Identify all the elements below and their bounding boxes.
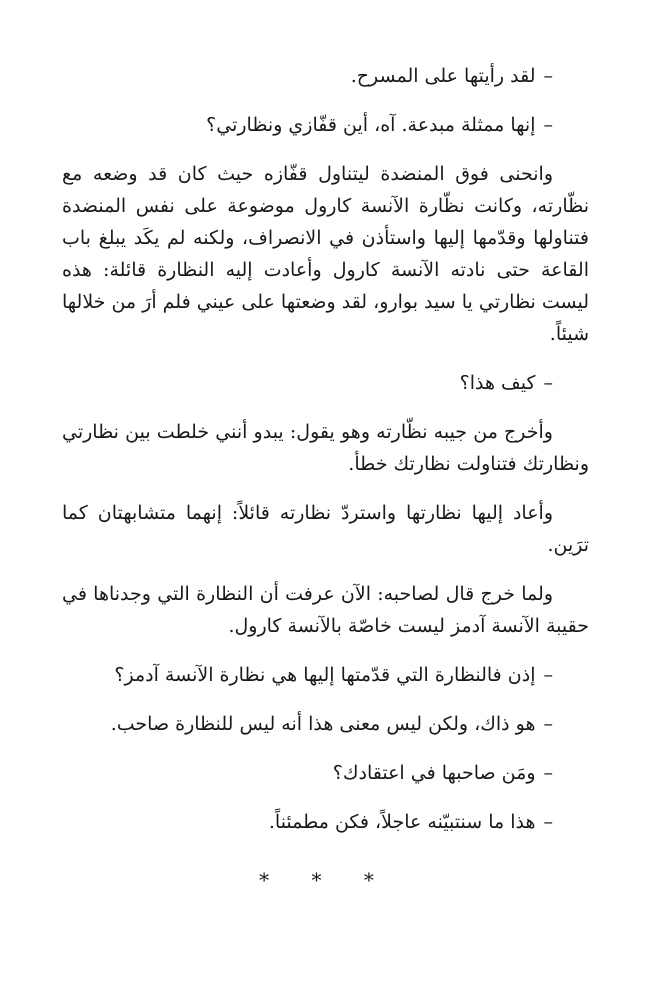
dialogue-dash: – [543,65,553,87]
dialogue-line [62,757,589,789]
book-page [62,60,589,896]
dialogue-line [62,708,589,740]
dialogue-line [62,806,589,838]
dialogue-dash: – [543,762,553,784]
dialogue-line [62,367,589,399]
narration-paragraph: وأخرج من جيبه نظّارته وهو يقول: يبدو أنني خلطت بين نظارتي ونظارتك فتناولت نظارتك خطأ. [62,421,589,475]
dialogue-dash: – [543,713,553,735]
dialogue-text: هذا ما سنتبيّنه عاجلاً، فكن مطمئناً. [268,811,536,833]
dialogue-text: كيف هذا؟ [459,372,536,394]
dialogue-dash: – [543,372,553,394]
dialogue-text: إذن فالنظارة التي قدّمتها إليها هي نظارة الآنسة آدمز؟ [114,664,536,686]
dialogue-dash: – [543,114,553,136]
dialogue-text: إنها ممثلة مبدعة. آه، أين قفّازي ونظارتي؟ [206,114,536,136]
dialogue-dash: – [543,664,553,686]
dialogue-text: هو ذاك، ولكن ليس معنى هذا أنه ليس للنظارة صاحب. [110,713,536,735]
dialogue-text: ومَن صاحبها في اعتقادك؟ [332,762,536,784]
dialogue-line [62,659,589,691]
dialogue-text: لقد رأيتها على المسرح. [350,65,536,87]
section-separator: * * * [259,868,392,892]
narration-paragraph: وأعاد إليها نظارتها واستردّ نظارته قائلاً: إنهما متشابهتان كما ترَين. [62,502,589,556]
dialogue-line [62,109,589,141]
dialogue-dash: – [543,811,553,833]
dialogue-line [62,60,589,92]
narration-paragraph: وانحنى فوق المنضدة ليتناول قفّازه حيث كان قد وضعه مع نظّارته، وكانت نظّارة الآنسة كارول موضوعة على نفس المنضدة فتناولها وقدّمها إليها واستأذن في الانصراف، ولكنه لم يكَد يبلغ باب القاعة حتى نادته الآنسة كارول وأعادت إليه النظارة قائلة: هذه ليست نظارتي يا سيد بوارو، لقد وضعتها على عيني فلم أرَ من خلالها شيئاً. [62,163,589,345]
narration-paragraph: ولما خرج قال لصاحبه: الآن عرفت أن النظارة التي وجدناها في حقيبة الآنسة آدمز ليست خاصّة بالآنسة كارول. [62,583,589,637]
